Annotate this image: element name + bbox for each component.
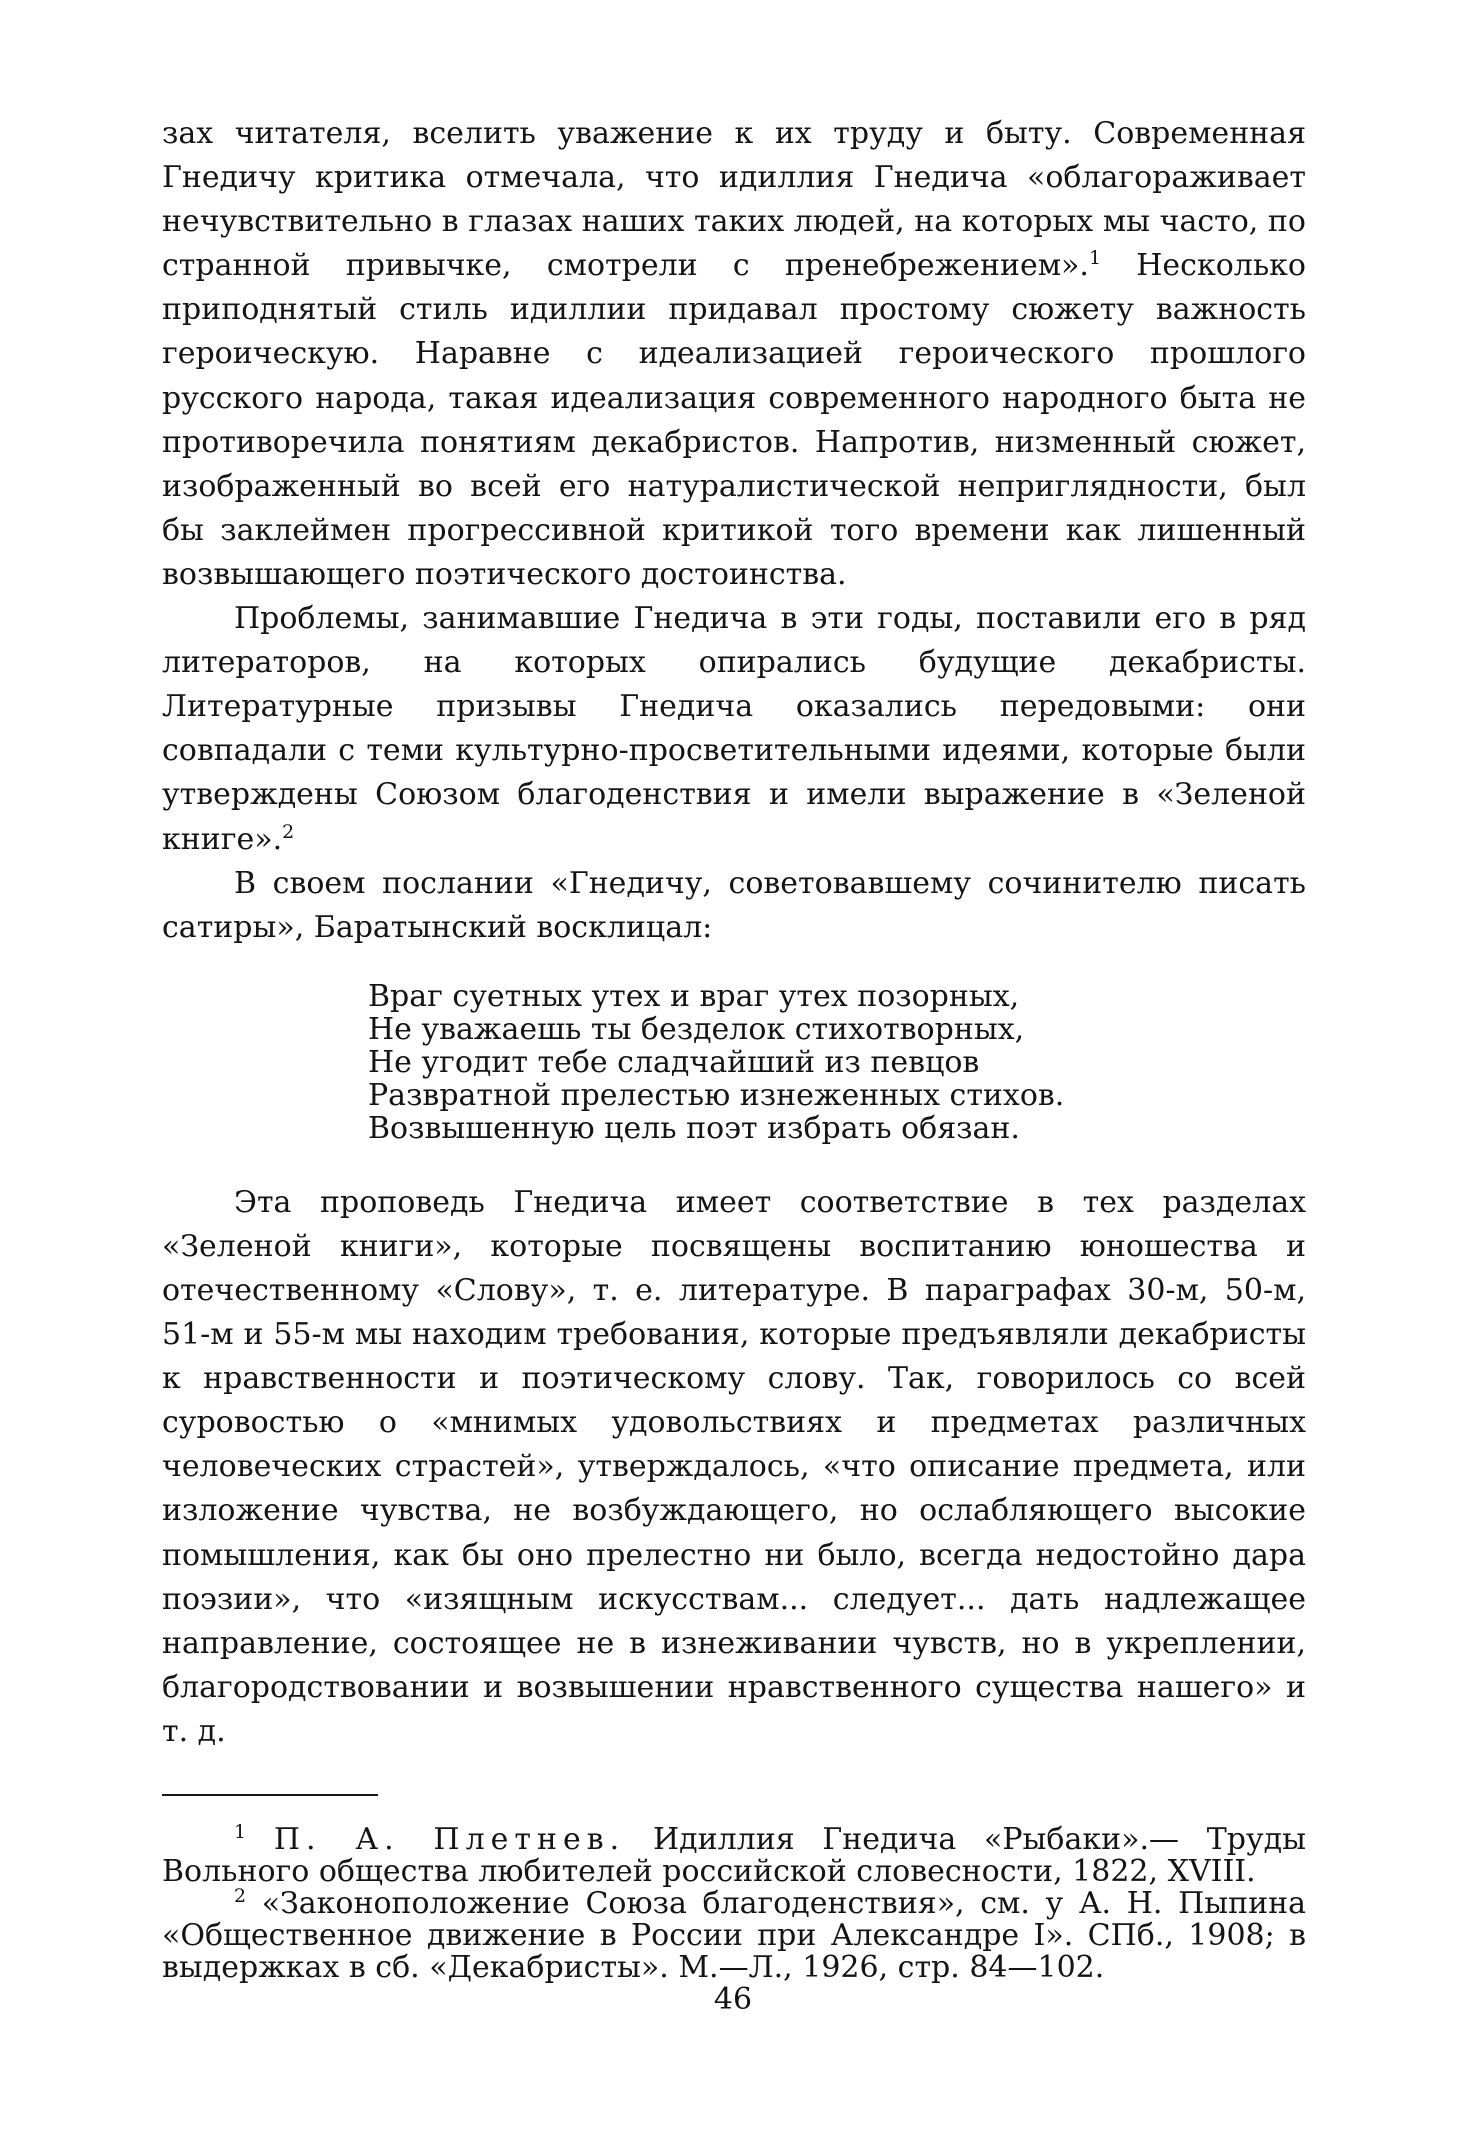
footnote-ref-1[interactable]: 1 bbox=[1088, 247, 1102, 270]
poem-line: Возвышенную цель поэт избрать обязан. bbox=[368, 1110, 1020, 1146]
footnote-divider bbox=[162, 1794, 378, 1796]
paragraph-1 bbox=[162, 112, 1306, 597]
footnote-ref-2[interactable]: 2 bbox=[282, 820, 295, 843]
footnote-2 bbox=[162, 1885, 1306, 1985]
page-content bbox=[162, 112, 1306, 1984]
paragraph-3: В своем послании «Гнедичу, советовавшему сочинителю писать сатиры», Баратынский восклицал: bbox=[162, 865, 1306, 945]
footnote-1 bbox=[162, 1821, 1306, 1889]
poem-line: Развратной прелестью изнеженных стихов. bbox=[368, 1077, 1065, 1113]
poem-line: Не уважаешь ты безделок стихотворных, bbox=[368, 1011, 1025, 1047]
poem-quote bbox=[162, 980, 1306, 1145]
footnotes bbox=[162, 1821, 1306, 1985]
footnote-2-text: «Законоположение Союза благоденствия», см. у А. Н. Пыпина «Общественное движение в России при Александре I». СПб., 1908; в выдержках в сб. «Декабристы». М.—Л., 1926, стр. 84—102. bbox=[162, 1886, 1306, 1985]
footnote-1-author: П. А. Плетнев. bbox=[273, 1822, 626, 1857]
paragraph-4: Эта проповедь Гнедича имеет соответствие в тех разделах «Зеленой книги», которые посвящены воспитанию юношества и отечественному «Слову», т. е. литературе. В параграфах 30-м, 50-м, 51-м и 55-м мы находим требования, которые предъявляли декабристы к нравственности и поэтическому слову. Так, говорилось со всей суровостью о «мнимых удовольствиях и предметах различных человеческих страстей», утверждалось, «что описание предмета, или изложение чувства, не возбуждающего, но ослабляющего высокие помышления, как бы оно прелестно ни было, всегда недостойно дара поэзии», что «изящным искусствам... следует... дать надлежащее направление, состоящее не в изнеживании чувств, но в укреплении, благородствовании и возвышении нравственного существа нашего» и т. д. bbox=[162, 1184, 1306, 1749]
paragraph-2 bbox=[162, 597, 1306, 862]
footnote-1-text: Идиллия Гнедича «Рыбаки».— Труды Вольного общества любителей российской словесности, 1822, XVIII. bbox=[162, 1822, 1306, 1889]
page-number: 46 bbox=[713, 1982, 753, 2017]
paragraph-2-text: Проблемы, занимавшие Гнедича в эти годы, поставили его в ряд литераторов, на которых опирались будущие декабристы. Литературные призывы Гнедича оказались передовыми: они совпадали с теми культурно-просветительными идеями, которые были утверждены Союзом благоденствия и имели выражение в «Зеленой книге». bbox=[162, 601, 1306, 857]
paragraph-1-continuation: Несколько приподнятый стиль идиллии придавал простому сюжету важность героическую. Наравне с идеализацией героического прошлого русского народа, такая идеализация современного народного быта не противоречила понятиям декабристов. Напротив, низменный сюжет, изображенный во всей его натуралистической неприглядности, был бы заклеймен прогрессивной критикой того времени как лишенный возвышающего поэтического достоинства. bbox=[162, 248, 1306, 592]
footnote-2-mark: 2 bbox=[234, 1885, 247, 1907]
footnote-1-mark: 1 bbox=[234, 1821, 247, 1843]
poem-line: Не угодит тебе сладчайший из певцов bbox=[368, 1044, 980, 1080]
poem-line: Враг суетных утех и враг утех позорных, bbox=[368, 978, 1020, 1014]
paragraph-1-text: зах читателя, вселить уважение к их труду и быту. Современная Гнедичу критика отмечала, что идиллия Гнедича «облагораживает нечувствительно в глазах наших таких людей, на которых мы часто, по странной привычке, смотрели с пренебрежением». bbox=[162, 116, 1306, 284]
